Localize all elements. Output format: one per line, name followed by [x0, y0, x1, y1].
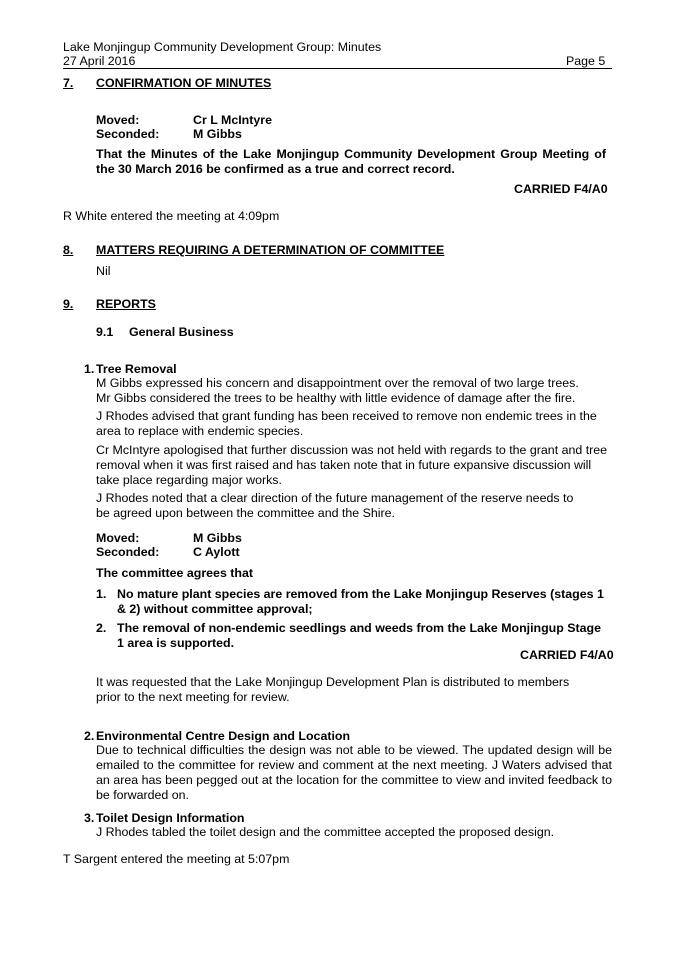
- item-3-title: Toilet Design Information: [96, 811, 245, 825]
- resolution-2-text: The removal of non-endemic seedlings and weeds from the Lake Monjingup Stage 1 area is supported.: [117, 621, 602, 650]
- item-1-moved-label: Moved:: [96, 531, 140, 545]
- subsection-9-1-title: General Business: [129, 325, 234, 339]
- s9-attendance-note: T Sargent entered the meeting at 5:07pm: [63, 852, 290, 866]
- section-9-title: REPORTS: [96, 297, 156, 311]
- section-7-title: CONFIRMATION OF MINUTES: [96, 76, 272, 90]
- section-8-number: 8.: [63, 243, 74, 257]
- item-1-carried: CARRIED F4/A0: [520, 648, 614, 662]
- section-7-number: 7.: [63, 76, 74, 90]
- item-1-seconded-value: C Aylott: [193, 545, 240, 559]
- item-2-paragraph: Due to technical difficulties the design was not able to be viewed. The updated design will be emailed to the committee for review and comment at the next meeting. J Waters advised that an area has been pegged out at the location for the committee to view and invited feedback to be forwarded on.: [96, 743, 612, 802]
- item-1-agrees: The committee agrees that: [96, 566, 253, 580]
- item-1-moved-value: M Gibbs: [193, 531, 242, 545]
- s7-attendance-note: R White entered the meeting at 4:09pm: [63, 209, 280, 223]
- item-1-paragraph-5: It was requested that the Lake Monjingup Development Plan is distributed to members prior to the next meeting for review.: [96, 675, 570, 704]
- item-1-title: Tree Removal: [96, 362, 177, 376]
- s7-carried: CARRIED F4/A0: [514, 182, 608, 196]
- s7-moved-label: Moved:: [96, 113, 140, 127]
- subsection-9-1-number: 9.1: [96, 325, 114, 339]
- item-1-paragraph-2: J Rhodes advised that grant funding has been received to remove non endemic trees in the area to replace with endemic species.: [96, 409, 597, 438]
- document-header-date: 27 April 2016: [63, 54, 136, 68]
- section-8-title: MATTERS REQUIRING A DETERMINATION OF COMMITTEE: [96, 243, 445, 257]
- document-header-title: Lake Monjingup Community Development Group: Minutes: [63, 40, 382, 54]
- item-1-paragraph-1: M Gibbs expressed his concern and disappointment over the removal of two large trees. Mr Gibbs considered the trees to be healthy with little evidence of damage after the fire.: [96, 376, 579, 405]
- item-3-paragraph: J Rhodes tabled the toilet design and the committee accepted the proposed design.: [96, 825, 555, 839]
- item-3-number: 3.: [84, 811, 95, 825]
- s7-resolution: That the Minutes of the Lake Monjingup Community Development Group Meeting of the 30 March 2016 be confirmed as a true and correct record.: [96, 147, 606, 176]
- item-1-paragraph-3: Cr McIntyre apologised that further discussion was not held with regards to the grant and tree removal when it was first raised and has taken note that in future expansive discussion will take place regarding major works.: [96, 443, 608, 487]
- resolution-1-number: 1.: [96, 587, 107, 601]
- resolution-1-text: No mature plant species are removed from the Lake Monjingup Reserves (stages 1 & 2) without committee approval;: [117, 587, 604, 616]
- s7-moved-value: Cr L McIntyre: [193, 113, 272, 127]
- item-1-paragraph-4: J Rhodes noted that a clear direction of the future management of the reserve needs to be agreed upon between the committee and the Shire.: [96, 491, 574, 520]
- item-2-title: Environmental Centre Design and Location: [96, 729, 351, 743]
- s7-seconded-label: Seconded:: [96, 127, 160, 141]
- header-divider: [63, 68, 612, 69]
- resolution-2-number: 2.: [96, 621, 107, 635]
- s7-seconded-value: M Gibbs: [193, 127, 242, 141]
- item-1-seconded-label: Seconded:: [96, 545, 160, 559]
- item-2-number: 2.: [84, 729, 95, 743]
- section-9-number: 9.: [63, 297, 74, 311]
- page-number: Page 5: [566, 54, 606, 68]
- s8-body: Nil: [96, 264, 111, 278]
- item-1-number: 1.: [84, 362, 95, 376]
